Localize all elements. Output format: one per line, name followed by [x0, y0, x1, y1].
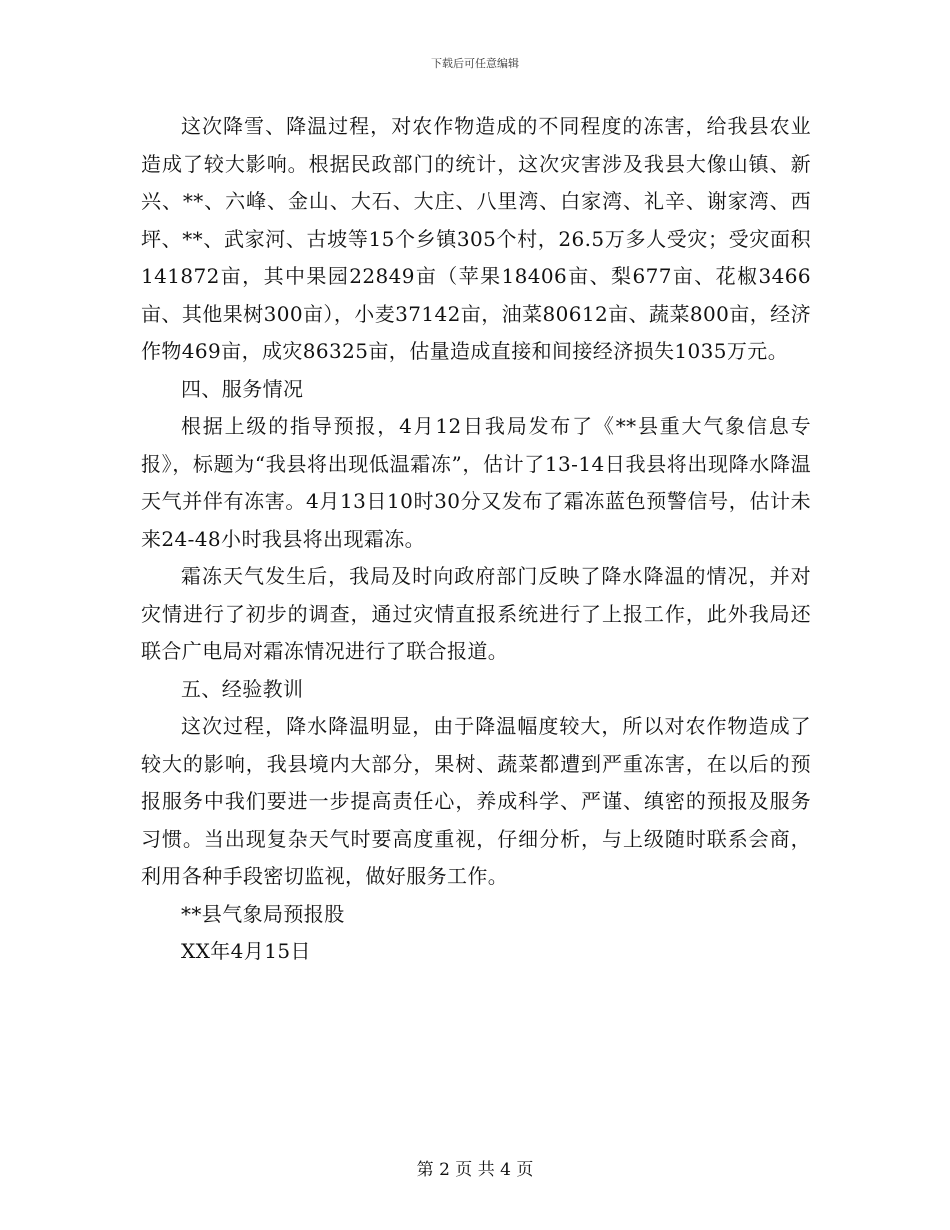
page-number-footer: 第 2 页 共 4 页: [416, 1160, 534, 1180]
signature-organization: **县气象局预报股: [181, 901, 345, 926]
signature-date: XX年4月15日: [181, 939, 311, 963]
paragraph-disaster-summary: 这次降雪、降温过程，对农作物造成的不同程度的冻害，给我县农业造成了较大影响。根据民政部门的统计，这次灾害涉及我县大像山镇、新兴、**、六峰、金山、大石、大庄、八里湾、白家湾、礼辛、谢家湾、西坪、**、武家河、古坡等15个乡镇305个村，26.5万多人受灾；受灾面积141872亩，其中果园22849亩（苹果18406亩、梨677亩、花椒3466亩、其他果树300亩），小麦37142亩，油菜80612亩、蔬菜800亩，经济作物469亩，成灾86325亩，估量造成直接和间接经济损失1035万元。: [141, 114, 811, 363]
paragraph-post-frost-actions: 霜冻天气发生后，我局及时向政府部门反映了降水降温的情况，并对灾情进行了初步的调查，通过灾情直报系统进行了上报工作，此外我局还联合广电局对霜冻情况进行了联合报道。: [141, 564, 811, 663]
paragraph-forecast-release: 根据上级的指导预报，4月12日我局发布了《**县重大气象信息专报》，标题为“我县将出现低温霜冻”，估计了13-14日我县将出现降水降温天气并伴有冻害。4月13日10时30分又发布了霜冻蓝色预警信号，估计未来24-48小时我县将出现霜冻。: [141, 414, 811, 551]
document-body: [141, 108, 811, 971]
paragraph-lessons: 这次过程，降水降温明显，由于降温幅度较大，所以对农作物造成了较大的影响，我县境内大部分，果树、蔬菜都遭到严重冻害，在以后的预报服务中我们要进一步提高责任心，养成科学、严谨、缜密的预报及服务习惯。当出现复杂天气时要高度重视，仔细分析，与上级随时联系会商，利用各种手段密切监视，做好服务工作。: [141, 714, 811, 888]
section-heading-service: 四、服务情况: [181, 376, 304, 401]
section-heading-lessons: 五、经验教训: [181, 676, 304, 701]
page-header-note: 下载后可任意编辑: [431, 57, 519, 70]
